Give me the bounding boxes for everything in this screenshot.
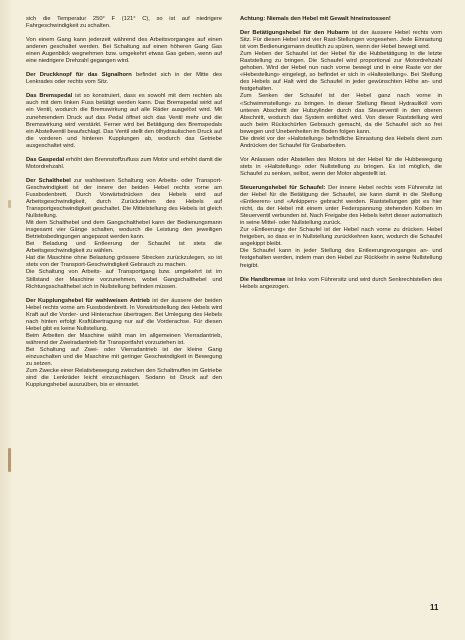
- paragraph-text: befindet sich in der Mitte des Lenkrades oder rechts vom Sitz.: [26, 72, 222, 86]
- paragraph-lead: Steuerungshebel für Schaufel:: [240, 184, 326, 191]
- paragraph: [240, 227, 442, 248]
- paragraph-lead: Der Schalthebel: [26, 177, 71, 184]
- paragraph: [26, 157, 222, 171]
- paper-stain: [8, 448, 11, 472]
- paragraph: [240, 51, 442, 93]
- paragraph-text: Die direkt vor der «Haltstellung» befindliche Einrastung des Hebels dient zum Andrücken der Schaufel für Grabarbeiten.: [240, 135, 442, 149]
- paragraph: [26, 298, 222, 333]
- paper-stain: [8, 200, 11, 208]
- paragraph-lead: Der Druckknopf für das Signalhorn: [26, 72, 132, 79]
- paragraph-text: Zum Heben der Schaufel ist der Hebel für die Hubbetätigung in die letzte Raststellung zu bringen. Die Schaufel wird proportional zur Motordrehzahl gehoben. Wird der Hebel nun nach vorne bewegt und in eine Raste vor der «Hebestellung» eingelegt, so befindet er sich in «Haltestellung». Bei Stellung des Hebels auf Halt wird die Schaufel in jeder gewünschten Höhe an- und festgehalten.: [240, 51, 442, 93]
- paragraph: [26, 368, 222, 389]
- paragraph-text: Bei Beladung und Entleerung der Schaufel ist stets die Arbeitsgeschwindigkeit zu wählen.: [26, 241, 222, 255]
- paragraph: [26, 178, 222, 220]
- paragraph-text: Zur «Entleerung» der Schaufel ist der Hebel nach vorne zu drücken. Hebel freigeben, so dass er in Nullstellung zurückkehren kann, wodurch die Schaufel angekippt bleibt.: [240, 227, 442, 248]
- paragraph-text: ist so konstruiert, dass es sowohl mit dem rechten als auch mit dem linken Fuss betätigt werden kann. Das Bremspedal wirkt auf ein Ventil, wodurch die Bremswirkung auf alle Räder ausgelöst wird. Mit zunehmendem Druck auf das Pedal öffnet sich das Ventil mehr und die Bremswirkung wird verstärkt. Ferner wird bei Betätigung des Bremspedals ein Abstellventil beaufschlagt. Das Ventil stellt den ölhydraulischen Druck auf die vorderen und hinteren Kupplungen ab, wodurch das Getriebe ausgeschaltet wird.: [26, 93, 222, 149]
- paragraph-text: Bei Schaltung auf Zwei- oder Vierradantrieb ist der kleine Gang einzuschalten und die Maschine mit geringer Geschwindigkeit in Bewegung zu setzen.: [26, 346, 222, 368]
- paragraph: [240, 185, 442, 227]
- paragraph: [240, 248, 442, 269]
- paragraph: [26, 93, 222, 149]
- paragraph-text: Beim Arbeiten der Maschine wählt man im allgemeinen Vierradantrieb, während der Zweiradantrieb für Transportfahrt vorzuziehen ist.: [26, 332, 222, 346]
- paragraph: [240, 93, 442, 135]
- paragraph-lead: Der Kupplungshebel für wahlweisen Antrieb: [26, 297, 150, 304]
- paragraph: [240, 277, 442, 291]
- paragraph: [26, 220, 222, 241]
- paragraph: [26, 16, 222, 30]
- paragraph: [240, 136, 442, 150]
- paragraph-text: sich die Temperatur 250° F (121° C), so ist auf niedrigere Fahrgeschwindigkeit zu schalten.: [26, 16, 222, 30]
- paragraph-text: Die Schaltung von Arbeits- auf Transportgang bzw. umgekehrt ist im Stillstand der Maschine vorzunehmen, wobei Gangschalthebel und Richtungsschalthebel sich in Nullstellung befinden müssen.: [26, 269, 222, 290]
- paragraph-lead: Die Handbremse: [240, 276, 286, 283]
- paragraph: [26, 72, 222, 86]
- left-column: [26, 16, 222, 396]
- paragraph-text: zur wahlweisen Schaltung von Arbeits- oder Transport-Geschwindigkeit ist der innere der beiden Hebel rechts vorne am Fussbodenbrett. Durch Vorwärtsdrücken des Hebels wird auf Arbeitsgeschwindigkeit, durch Zurückziehen des Hebels auf Transportgeschwindigkeit geschaltet. Die Mittelstellung des Hebels ist gleich Nullstellung.: [26, 177, 222, 220]
- paragraph: [26, 333, 222, 347]
- paragraph: [240, 30, 442, 51]
- right-column: [240, 16, 442, 298]
- notice-paragraph: [240, 16, 442, 23]
- paragraph: [26, 255, 222, 269]
- paragraph: [240, 157, 442, 178]
- paragraph: [26, 37, 222, 65]
- paragraph-text: erhöht den Brennstoffzufluss zum Motor und erhöht damit die Motordrehzahl.: [26, 156, 222, 170]
- paragraph-lead: Das Bremspedal: [26, 93, 73, 100]
- paragraph-text: ist links vom Führersitz und wird durch Senkrechtstellen des Hebels angezogen.: [240, 276, 442, 290]
- paragraph-text: Von einem Gang kann jederzeit während des Arbeitsvorganges auf einen anderen geschaltet werden. Bei Schaltung auf einen höheren Gang Gas einen Augenblick wegnehmen bzw. umgekehrt etwas Gas geben, wenn auf eine niedrigere Drehzahl gegangen wird.: [26, 37, 222, 65]
- paragraph: [26, 347, 222, 368]
- page-number: 11: [430, 603, 439, 612]
- paragraph-text: Mit dem Schalthebel und dem Gangschalthebel kann der Bedienungsmann insgesamt vier Gänge schalten, wodurch die Leistung den jeweiligen Betriebsbedingungen angepasst werden kann.: [26, 220, 222, 241]
- paragraph-text: Die Schaufel kann in jeder Stellung des Entleerungsvorganges an- und festgehalten werden, indem man den Hebel zur Rückkehr in seine Nullstellung freigibt.: [240, 248, 442, 269]
- paragraph-text: Zum Senken der Schaufel ist der Hebel ganz nach vorne in «Schwimmstellung» zu bringen. In dieser Stellung fliesst Hydrauliköl vom unteren Abschnitt der Hubzylinder durch das Steuerventil in den oberen Abschnitt, wodurch das System entlüftet wird. Von dieser Raststellung wird auch beim Rückschürfen Gebrauch gemacht, da die Schaufel sich so frei bewegen und Unebenheiten im Boden folgen kann.: [240, 93, 442, 135]
- paragraph-text: ist der äussere der beiden Hebel rechts vorne am Fussbodenbrett. In Vorwärtsstellung des Hebels wird Kraft auf die Vorder- und Hinterachse übertragen. Bei Umlegung des Hebels nach hinten erfolgt Kraftübertragung nur auf die Vorderachse. Für diesen Hebel gibt es keine Nullstellung.: [26, 297, 222, 332]
- paragraph-text: ist der äussere Hebel rechts vom Sitz. Für diesen Hebel sind vier Rast-Stellungen vorgesehen. Jede Einrastung ist vom Bedienungsmann deutlich zu spüren, wenn der Hebel bewegt wird.: [240, 30, 442, 51]
- paragraph-lead: Der Betätigungshebel für den Hubarm: [240, 30, 349, 37]
- paragraph: [26, 269, 222, 290]
- paragraph-text: Der innere Hebel rechts vom Führersitz ist der Hebel für die Betätigung der Schaufel, sie kann damit in die Stellung «Entleeren» und «Ankippen» gebracht werden. Raststellungen gibt es hier nicht, da der Hebel mit einem unter Federspannung stehenden Kolben im Steuerventil verbunden ist. Nach Freigabe des Hebels kehrt dieser automatisch in seine Mittel- oder Nullstellung zurück.: [240, 184, 442, 227]
- paragraph-text: Hat die Maschine ohne Belastung grössere Strecken zurückzulegen, so ist stets von der Transport-Geschwindigkeit Gebrauch zu machen.: [26, 255, 222, 269]
- paragraph-lead: Achtung: Niemals den Hebel mit Gewalt hineinstossen!: [240, 16, 391, 22]
- paragraph-lead: Das Gaspedal: [26, 156, 65, 163]
- paragraph-text: Vor Anlassen oder Abstellen des Motors ist der Hebel für die Hubbewegung stets in «Haltstellung» oder Nullstellung zu bringen. Es ist möglich, die Schaufel zu senken, selbst, wenn der Motor abgestellt ist.: [240, 156, 442, 177]
- paragraph-text: Zum Zwecke einer Relativbewegung zwischen den Schaltmuffen im Getriebe sind die Lenkräder leicht einzuschlagen. Sodann ist Druck auf den Kupplungshebel auszuüben, bis er einrastet.: [26, 368, 222, 389]
- paragraph: [26, 241, 222, 255]
